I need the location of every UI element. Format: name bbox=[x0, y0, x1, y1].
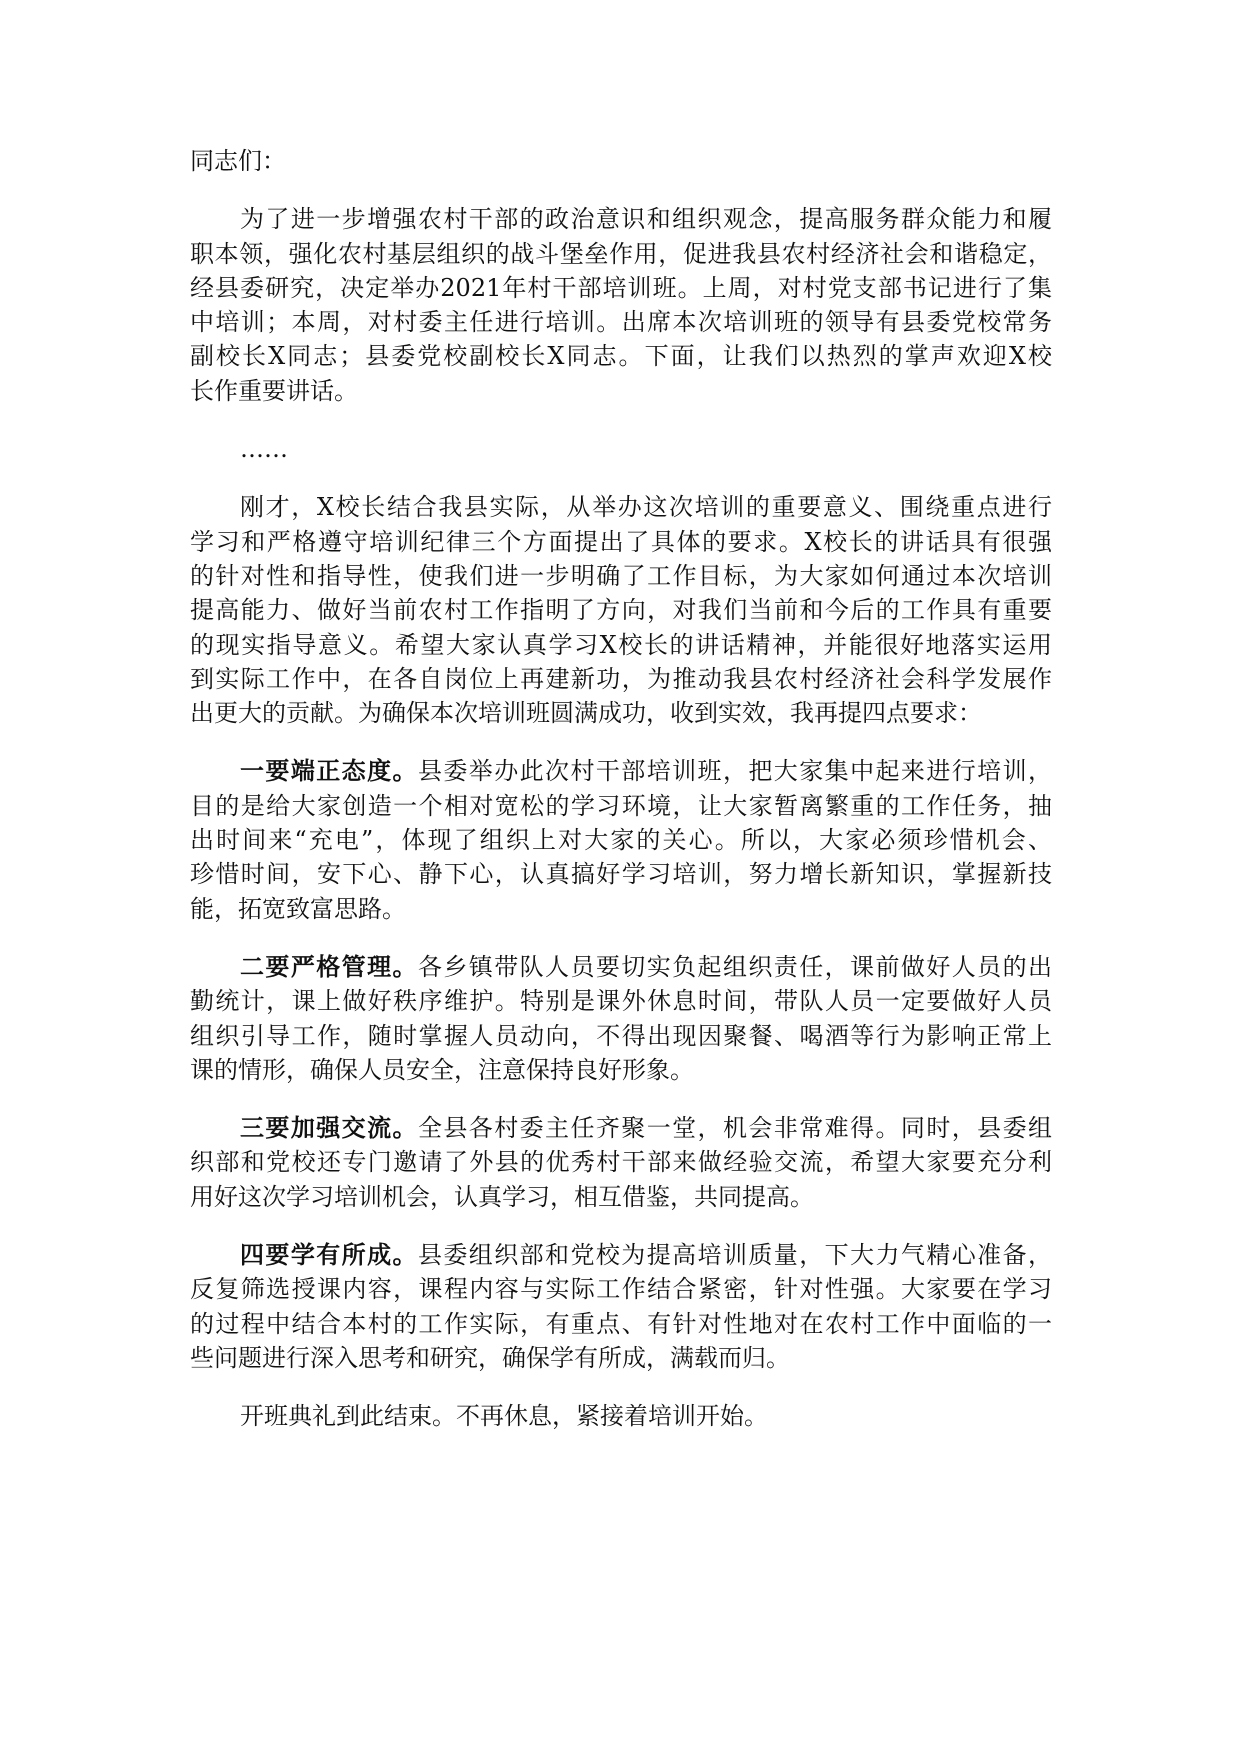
paragraph bbox=[190, 202, 1052, 408]
line-text: 各乡镇带队人员要切实负起组织责任，课前做好人员的出 bbox=[417, 952, 1053, 981]
requirement-paragraph bbox=[190, 1238, 1052, 1375]
text-line: 反复筛选授课内容，课程内容与实际工作结合紧密，针对性强。大家要在学习 bbox=[190, 1275, 1052, 1304]
text-line: 长作重要讲话。 bbox=[190, 376, 358, 405]
text-line: 组织引导工作，随时掌握人员动向，不得出现因聚餐、喝酒等行为影响正常上 bbox=[190, 1021, 1052, 1050]
text-line: 课的情形，确保人员安全，注意保持良好形象。 bbox=[190, 1055, 694, 1084]
line-text: 县委组织部和党校为提高培训质量，下大力气精心准备， bbox=[417, 1241, 1053, 1270]
text-line: 副校长X同志；县委党校副校长X同志。下面，让我们以热烈的掌声欢迎X校 bbox=[190, 342, 1052, 371]
text-line: 珍惜时间，安下心、静下心，认真搞好学习培训，努力增长新知识，掌握新技 bbox=[190, 860, 1052, 889]
text-line: 开班典礼到此结束。不再休息，紧接着培训开始。 bbox=[240, 1402, 768, 1431]
text-line: …… bbox=[240, 435, 288, 464]
text-line: 出时间来“充电”，体现了组织上对大家的关心。所以，大家必须珍惜机会、 bbox=[190, 826, 1052, 855]
requirement-paragraph bbox=[190, 1111, 1052, 1214]
text-line: 勤统计，课上做好秩序维护。特别是课外休息时间，带队人员一定要做好人员 bbox=[190, 987, 1052, 1016]
paragraph bbox=[190, 1399, 1052, 1433]
requirement-heading: 四要学有所成。 bbox=[240, 1240, 418, 1270]
paragraph bbox=[190, 432, 1052, 466]
text-line: 织部和党校还专门邀请了外县的优秀村干部来做经验交流，希望大家要充分利 bbox=[190, 1148, 1052, 1177]
text-line: 职本领，强化农村基层组织的战斗堡垒作用，促进我县农村经济社会和谐稳定， bbox=[190, 239, 1052, 268]
text-line: 出更大的贡献。为确保本次培训班圆满成功，收到实效，我再提四点要求： bbox=[190, 699, 982, 728]
text-line: 目的是给大家创造一个相对宽松的学习环境，让大家暂离繁重的工作任务，抽 bbox=[190, 791, 1052, 820]
text-line: 为了进一步增强农村干部的政治意识和组织观念，提高服务群众能力和履 bbox=[240, 205, 1052, 234]
text-line bbox=[190, 950, 1052, 984]
text-line: 用好这次学习培训机会，认真学习，相互借鉴，共同提高。 bbox=[190, 1182, 814, 1211]
text-line: 刚才，X校长结合我县实际，从举办这次培训的重要意义、围绕重点进行 bbox=[240, 493, 1052, 522]
requirement-heading: 二要严格管理。 bbox=[240, 951, 418, 981]
text-line bbox=[190, 1111, 1052, 1145]
salutation bbox=[190, 144, 1052, 178]
salutation-text: 同志们： bbox=[190, 147, 286, 175]
text-line: 能，拓宽致富思路。 bbox=[190, 894, 406, 923]
line-text: 县委举办此次村干部培训班，把大家集中起来进行培训， bbox=[417, 757, 1053, 786]
text-line: 到实际工作中，在各自岗位上再建新功，为推动我县农村经济社会科学发展作 bbox=[190, 664, 1052, 693]
text-line: 些问题进行深入思考和研究，确保学有所成，满载而归。 bbox=[190, 1343, 790, 1372]
line-text: 全县各村委主任齐聚一堂，机会非常难得。同时，县委组 bbox=[417, 1114, 1053, 1143]
text-line: 的针对性和指导性，使我们进一步明确了工作目标，为大家如何通过本次培训 bbox=[190, 561, 1052, 590]
text-line: 提高能力、做好当前农村工作指明了方向，对我们当前和今后的工作具有重要 bbox=[190, 596, 1052, 625]
text-line bbox=[190, 754, 1052, 788]
requirement-paragraph bbox=[190, 950, 1052, 1087]
text-line: 经县委研究，决定举办2021年村干部培训班。上周，对村党支部书记进行了集 bbox=[190, 273, 1052, 302]
text-line: 的现实指导意义。希望大家认真学习X校长的讲话精神，并能很好地落实运用 bbox=[190, 630, 1052, 659]
text-line bbox=[190, 1238, 1052, 1272]
text-line: 中培训；本周，对村委主任进行培训。出席本次培训班的领导有县委党校常务 bbox=[190, 308, 1052, 337]
paragraph bbox=[190, 490, 1052, 730]
text-line: 学习和严格遵守培训纪律三个方面提出了具体的要求。X校长的讲话具有很强 bbox=[190, 527, 1052, 556]
document-body bbox=[190, 144, 1052, 1458]
requirement-paragraph bbox=[190, 754, 1052, 925]
requirement-heading: 三要加强交流。 bbox=[240, 1113, 418, 1143]
text-line: 的过程中结合本村的工作实际，有重点、有针对性地对在农村工作中面临的一 bbox=[190, 1309, 1052, 1338]
requirement-heading: 一要端正态度。 bbox=[240, 756, 418, 786]
